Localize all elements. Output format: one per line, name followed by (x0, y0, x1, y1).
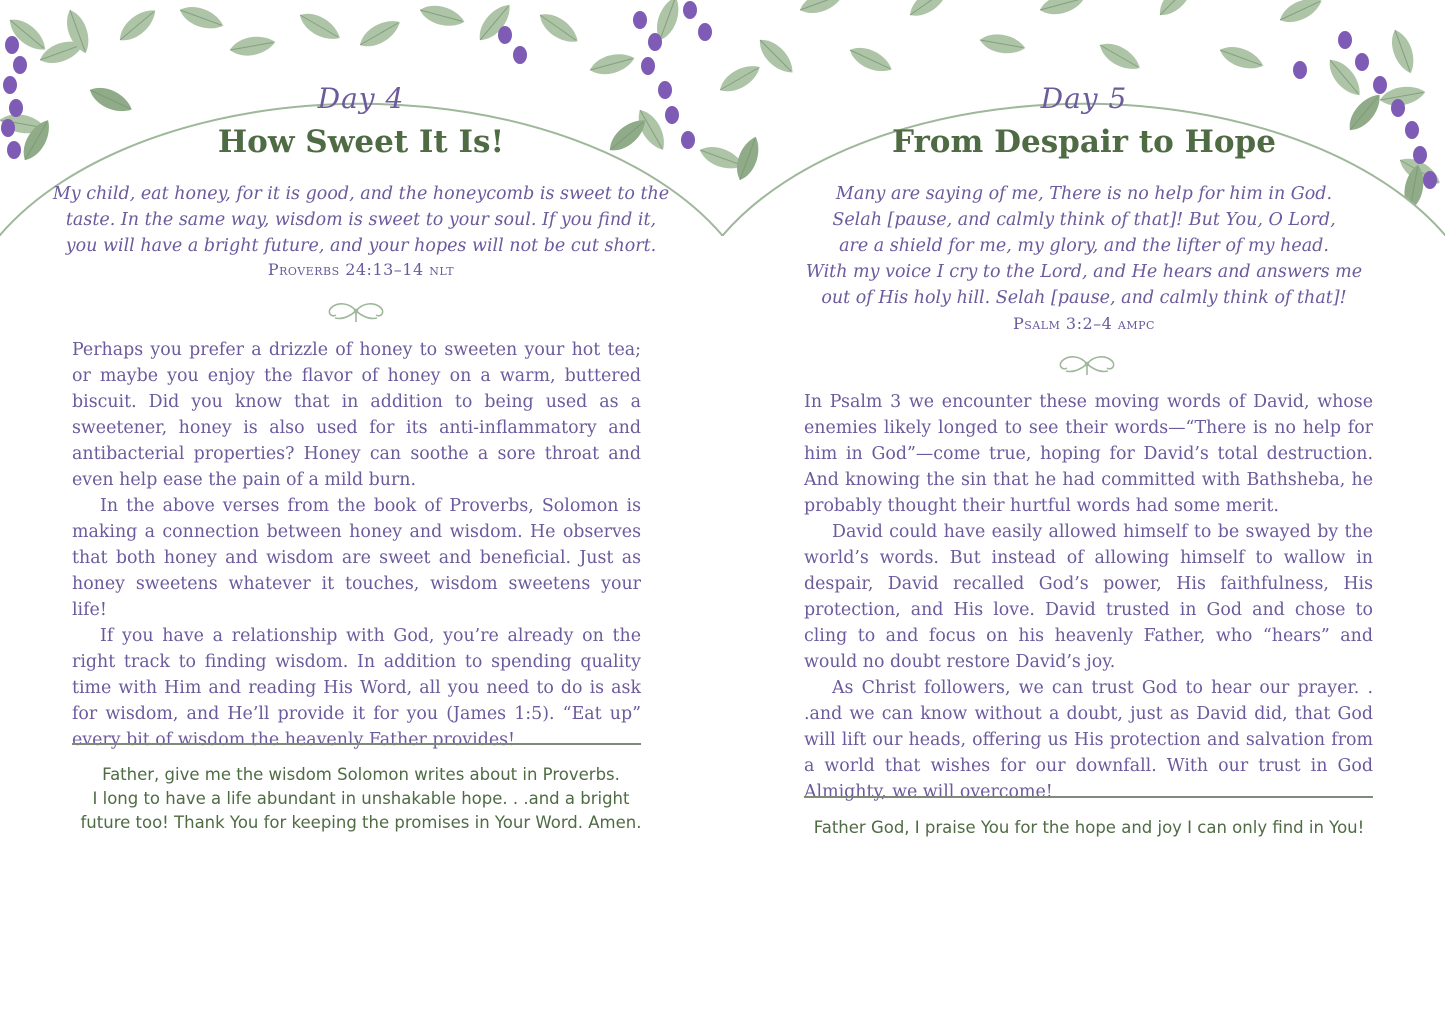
flourish-ornament-icon (1056, 349, 1118, 379)
verse-line: out of His holy hill. Selah [pause, and calmly think of that]! (821, 288, 1347, 308)
day-label: Day 4 (317, 82, 405, 115)
verse-line: My child, eat honey, for it is good, and the honeycomb is sweet to the (52, 184, 670, 204)
flourish-ornament-icon (325, 296, 387, 326)
body-paragraph: As Christ followers, we can trust God to hear our prayer. . .and we can know without a doubt, just as David did, that God will lift our heads, offering us His protection and salvation from a world that wishes for our downfall. With our trust in God Almighty, we will overcome! (804, 678, 1373, 802)
verse-line: taste. In the same way, wisdom is sweet to your soul. If you find it, (65, 210, 657, 230)
verse-line: Selah [pause, and calmly think of that]! But You, O Lord, (832, 210, 1336, 230)
prayer-line: Father, give me the wisdom Solomon writes about in Proverbs. (102, 765, 620, 784)
verse-line: With my voice I cry to the Lord, and He hears and answers me (805, 262, 1363, 282)
verse-reference: Proverbs 24:13–14 nlt (267, 260, 455, 279)
verse-line: are a shield for me, my glory, and the lifter of my head. (839, 236, 1329, 256)
devotion-title: How Sweet It Is! (217, 124, 505, 160)
closing-prayer (763, 816, 1415, 840)
body-paragraph: Perhaps you prefer a drizzle of honey to sweeten your hot tea; or maybe you enjoy the flavor of honey on a warm, buttered biscuit. Did you know that in addition to being used as a sweetener, honey is also used for its anti-inflammatory and antibacterial properties? Honey can soothe a sore throat and even help ease the pain of a mild burn. (72, 340, 641, 490)
prayer-line: I long to have a life abundant in unshakable hope. . .and a bright (92, 789, 630, 808)
divider-rule (804, 796, 1373, 798)
scripture-verse (50, 181, 672, 259)
left-page (0, 0, 722, 1012)
body-paragraph: If you have a relationship with God, you’re already on the right track to finding wisdom. In addition to spending quality time with Him and reading His Word, all you need to do is ask for wisdom, and He’ll provide it for you (James 1:5). “Eat up” every bit of wisdom the heavenly Father provides! (72, 626, 641, 750)
body-paragraph: David could have easily allowed himself to be swayed by the world’s words. But instead of allowing himself to wallow in despair, David recalled God’s power, His faithfulness, His protection, and His love. David trusted in God and chose to cling to and focus on his heavenly Father, who “hears” and would no doubt restore David’s joy. (804, 522, 1373, 672)
devotion-title: From Despair to Hope (892, 124, 1276, 160)
closing-prayer (50, 763, 672, 835)
prayer-line: future too! Thank You for keeping the promises in Your Word. Amen. (80, 813, 642, 832)
verse-reference: Psalm 3:2–4 ampc (1013, 314, 1155, 333)
body-paragraph: In the above verses from the book of Proverbs, Solomon is making a connection between honey and wisdom. He observes that both honey and wisdom are sweet and beneficial. Just as honey sweetens whatever it touches, wisdom sweetens your life! (72, 496, 641, 620)
right-page (723, 0, 1445, 1012)
body-paragraph: In Psalm 3 we encounter these moving words of David, whose enemies likely longed to see their words—“There is no help for him in God”—come true, hoping for David’s total destruction. And knowing the sin that he had committed with Bathsheba, he probably thought their hurtful words had some merit. (804, 392, 1373, 516)
divider-rule (72, 743, 641, 745)
scripture-verse (783, 181, 1385, 311)
verse-line: you will have a bright future, and your hopes will not be cut short. (65, 236, 657, 256)
verse-line: Many are saying of me, There is no help for him in God. (835, 184, 1333, 204)
prayer-line: Father God, I praise You for the hope and joy I can only find in You! (813, 818, 1365, 837)
devotion-body (804, 389, 1373, 805)
devotion-body (72, 337, 641, 753)
day-label: Day 5 (1040, 82, 1128, 115)
